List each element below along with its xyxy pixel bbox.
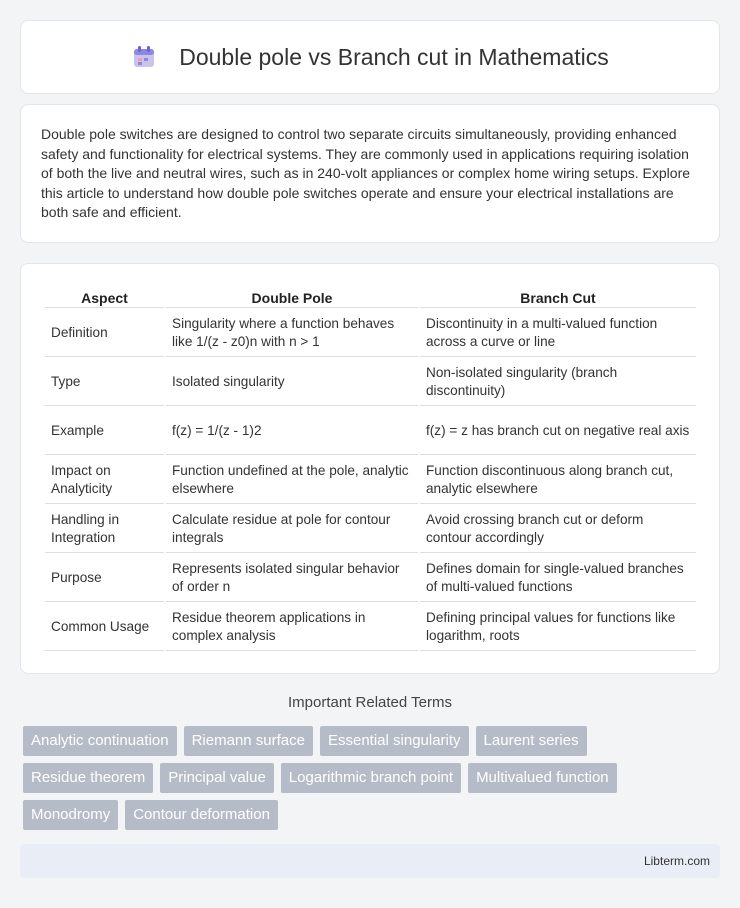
related-term-tag[interactable]: Riemann surface xyxy=(184,726,313,756)
related-term-tag[interactable]: Residue theorem xyxy=(23,763,153,793)
footer xyxy=(20,844,720,878)
table-cell-branch-cut: f(z) = z has branch cut on negative real axis xyxy=(420,408,696,455)
table-row xyxy=(45,506,696,553)
column-header-aspect: Aspect xyxy=(45,288,164,308)
header-card xyxy=(20,20,720,94)
table-cell-double-pole: Singularity where a function behaves like 1/(z - z0)n with n > 1 xyxy=(166,310,418,357)
table-cell-aspect: Impact on Analyticity xyxy=(45,457,164,504)
table-cell-branch-cut: Avoid crossing branch cut or deform contour accordingly xyxy=(420,506,696,553)
table-cell-double-pole: f(z) = 1/(z - 1)2 xyxy=(166,408,418,455)
related-term-tag[interactable]: Laurent series xyxy=(476,726,587,756)
related-term-tag[interactable]: Contour deformation xyxy=(125,800,278,830)
table-cell-double-pole: Represents isolated singular behavior of order n xyxy=(166,555,418,602)
table-row xyxy=(45,359,696,406)
related-term-tag[interactable]: Logarithmic branch point xyxy=(281,763,461,793)
table-cell-aspect: Handling in Integration xyxy=(45,506,164,553)
column-header-double-pole: Double Pole xyxy=(166,288,418,308)
related-term-tag[interactable]: Multivalued function xyxy=(468,763,617,793)
table-header-row xyxy=(45,288,696,308)
table-row xyxy=(45,604,696,651)
table-cell-double-pole: Calculate residue at pole for contour integrals xyxy=(166,506,418,553)
table-row xyxy=(45,555,696,602)
related-terms-list xyxy=(23,726,723,837)
table-cell-branch-cut: Discontinuity in a multi-valued function across a curve or line xyxy=(420,310,696,357)
table-cell-branch-cut: Defining principal values for functions like logarithm, roots xyxy=(420,604,696,651)
table-cell-double-pole: Isolated singularity xyxy=(166,359,418,406)
related-term-tag[interactable]: Analytic continuation xyxy=(23,726,177,756)
column-header-branch-cut: Branch Cut xyxy=(420,288,696,308)
table-cell-branch-cut: Function discontinuous along branch cut, analytic elsewhere xyxy=(420,457,696,504)
table-cell-double-pole: Function undefined at the pole, analytic elsewhere xyxy=(166,457,418,504)
table-cell-branch-cut: Defines domain for single-valued branches of multi-valued functions xyxy=(420,555,696,602)
related-term-tag[interactable]: Essential singularity xyxy=(320,726,469,756)
table-cell-aspect: Example xyxy=(45,408,164,455)
footer-site-link[interactable]: Libterm.com xyxy=(643,854,710,868)
intro-text: Double pole switches are designed to control two separate circuits simultaneously, providing enhanced safety and functionality for electrical systems. They are commonly used in applications requiring isolation of both the live and neutral wires, such as in 240-volt appliances or complex home wiring setups. Explore this article to understand how double pole switches operate and ensure your electrical installations are both safe and efficient. xyxy=(41,126,691,220)
intro-card xyxy=(20,104,720,243)
comparison-table xyxy=(43,286,698,653)
table-row xyxy=(45,457,696,504)
table-cell-aspect: Common Usage xyxy=(45,604,164,651)
table-cell-aspect: Definition xyxy=(45,310,164,357)
calendar-icon xyxy=(131,44,157,70)
table-cell-aspect: Purpose xyxy=(45,555,164,602)
related-term-tag[interactable]: Principal value xyxy=(160,763,274,793)
table-cell-branch-cut: Non-isolated singularity (branch discontinuity) xyxy=(420,359,696,406)
related-term-tag[interactable]: Monodromy xyxy=(23,800,118,830)
table-row xyxy=(45,408,696,455)
table-row xyxy=(45,310,696,357)
comparison-card xyxy=(20,263,720,674)
page-title: Double pole vs Branch cut in Mathematics xyxy=(179,43,609,70)
related-terms-title: Important Related Terms xyxy=(288,694,452,711)
table-cell-double-pole: Residue theorem applications in complex analysis xyxy=(166,604,418,651)
table-cell-aspect: Type xyxy=(45,359,164,406)
